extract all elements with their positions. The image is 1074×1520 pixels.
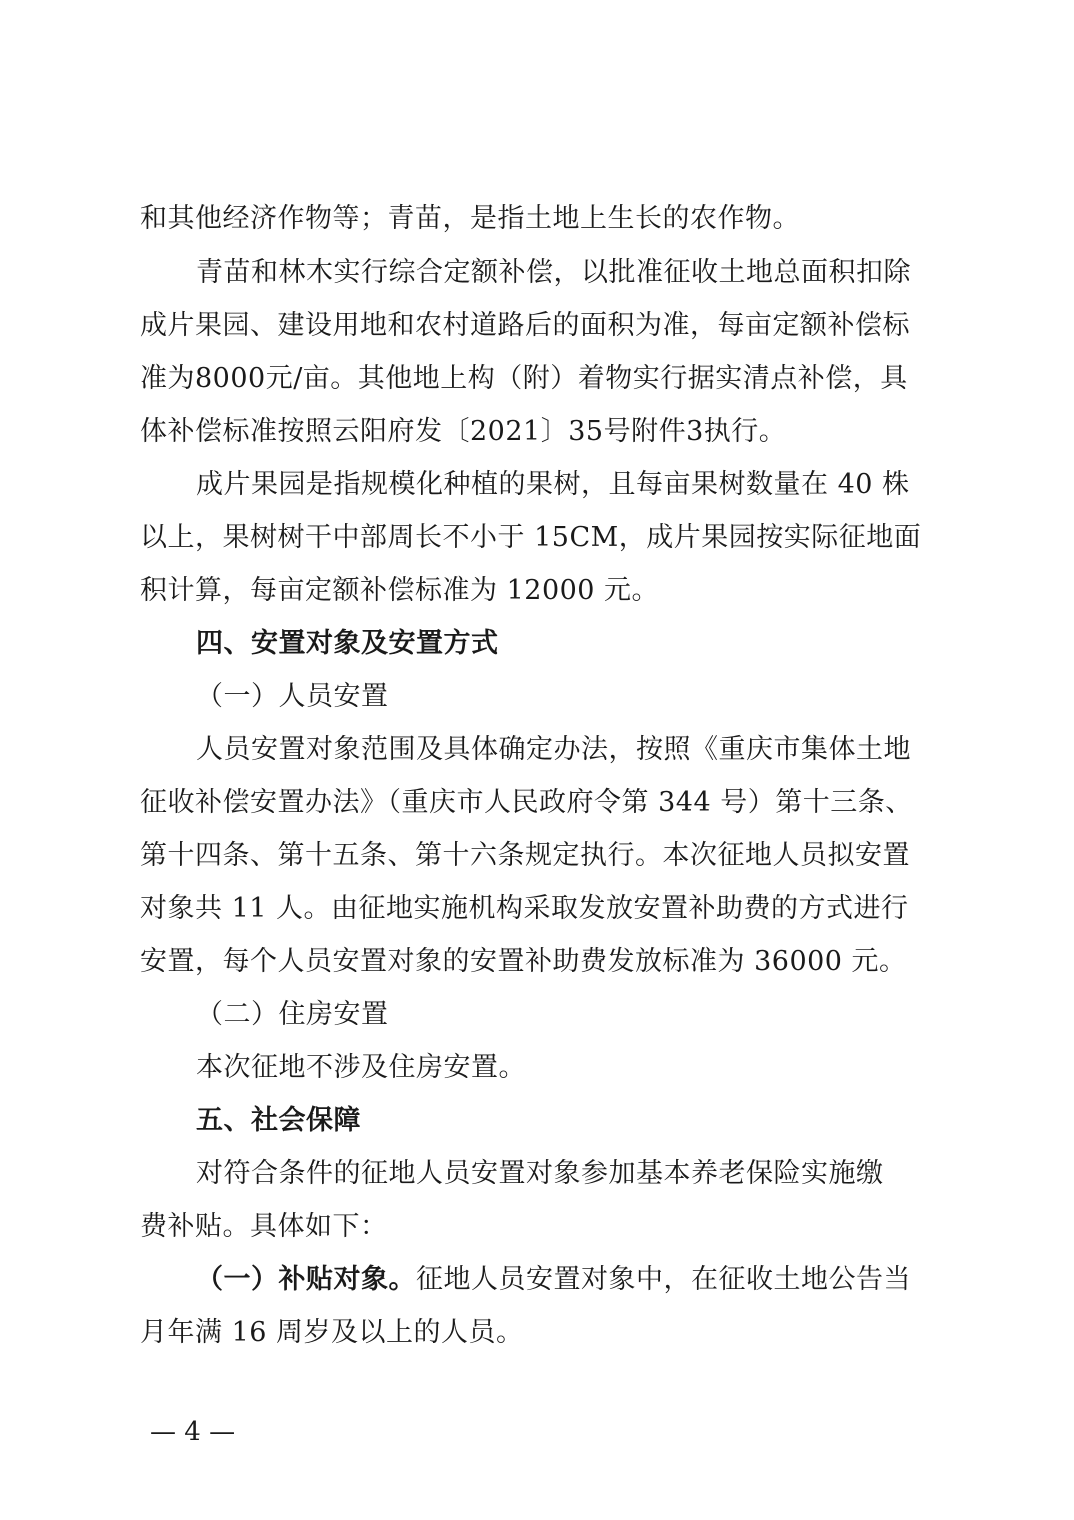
paragraph-line: 本次征地不涉及住房安置。 (196, 1052, 526, 1083)
paragraph-line (196, 1260, 940, 1300)
paragraph-line: 征收补偿安置办法》（重庆市人民政府令第 344 号）第十三条、 (140, 787, 913, 818)
inline-subheading: （一）补贴对象。 (196, 1264, 416, 1295)
paragraph-line: 月年满 16 周岁及以上的人员。 (140, 1317, 524, 1348)
paragraph-line: 第十四条、第十五条、第十六条规定执行。本次征地人员拟安置 (140, 840, 910, 871)
paragraph-line: 青苗和林木实行综合定额补偿，以批准征收土地总面积扣除 (196, 257, 911, 288)
paragraph-line: 人员安置对象范围及具体确定办法，按照《重庆市集体土地 (196, 734, 911, 765)
paragraph-line: 体补偿标准按照云阳府发〔2021〕35号附件3执行。 (140, 416, 787, 447)
inline-text: 征地人员安置对象中，在征收土地公告当 (416, 1264, 911, 1295)
paragraph-line: 准为8000元/亩。其他地上构（附）着物实行据实清点补偿，具 (140, 363, 908, 394)
paragraph-line: 以上，果树树干中部周长不小于 15CM，成片果园按实际征地面 (140, 522, 922, 553)
paragraph-line: 对象共 11 人。由征地实施机构采取发放安置补助费的方式进行 (140, 893, 909, 924)
section-heading: 四、安置对象及安置方式 (196, 628, 499, 659)
paragraph-line: 对符合条件的征地人员安置对象参加基本养老保险实施缴 (196, 1158, 884, 1189)
paragraph-line: 和其他经济作物等；青苗，是指土地上生长的农作物。 (140, 203, 800, 234)
paragraph-line: 安置，每个人员安置对象的安置补助费发放标准为 36000 元。 (140, 946, 907, 977)
subsection-heading: （二）住房安置 (196, 999, 389, 1030)
subsection-heading: （一）人员安置 (196, 681, 389, 712)
paragraph-line: 成片果园是指规模化种植的果树，且每亩果树数量在 40 株 (196, 469, 910, 500)
paragraph-line: 积计算，每亩定额补偿标准为 12000 元。 (140, 575, 660, 606)
section-heading: 五、社会保障 (196, 1105, 361, 1136)
paragraph-line: 费补贴。具体如下： (140, 1211, 388, 1242)
page-number: — 4 — (150, 1417, 236, 1447)
paragraph-line: 成片果园、建设用地和农村道路后的面积为准，每亩定额补偿标 (140, 310, 910, 341)
